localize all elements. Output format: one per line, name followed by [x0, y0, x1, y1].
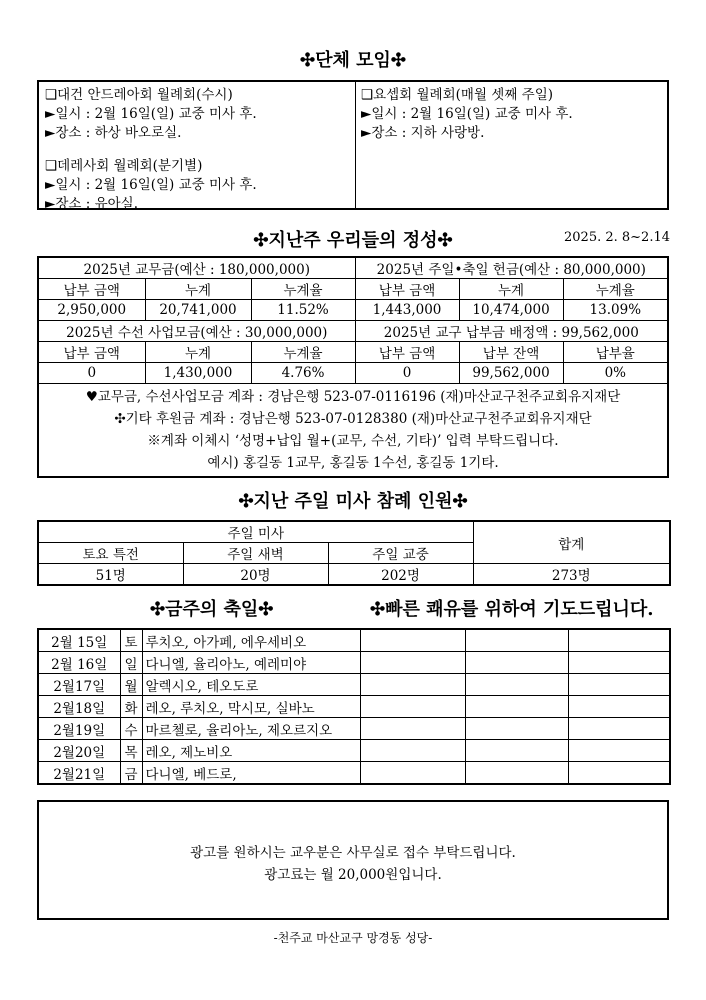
table-cell: 10,474,000 [459, 300, 563, 321]
column-header: 토요 특전 [38, 543, 183, 564]
prayer-cell [465, 674, 568, 696]
attendance-title: ✣지난 주일 미사 참례 인원✣ [238, 491, 468, 512]
table-row [38, 674, 670, 696]
prayer-cell [360, 674, 465, 696]
ad-box [37, 800, 669, 920]
prayer-cell [568, 652, 670, 674]
feast-saints: 레오, 제노비오 [142, 740, 360, 762]
table-cell: 202명 [328, 564, 473, 586]
column-header: 누계율 [563, 279, 667, 300]
table-row [38, 652, 670, 674]
feast-date: 2월21일 [38, 762, 120, 785]
table-row [39, 279, 667, 300]
table-row [39, 321, 667, 342]
prayer-cell [568, 762, 670, 785]
table-cell: 99,562,000 [459, 363, 563, 384]
column-header: 누계율 [251, 279, 355, 300]
prayer-cell [465, 718, 568, 740]
feast-saints: 다니엘, 율리아노, 예레미야 [142, 652, 360, 674]
offerings-notes [39, 384, 667, 474]
prayer-cell [568, 674, 670, 696]
transfer-note: ※계좌 이체시 ‘성명+납입 월+(교무, 수선, 기타)’ 입력 부탁드립니다. [147, 433, 559, 449]
table-row [38, 718, 670, 740]
groups-box [37, 80, 669, 210]
table-cell: 20명 [183, 564, 328, 586]
feast-day: 토 [120, 629, 142, 652]
table-cell: 0% [563, 363, 667, 384]
prayer-cell [568, 718, 670, 740]
table-cell: 20,741,000 [145, 300, 251, 321]
footer: -천주교 마산교구 망경동 성당- [273, 931, 433, 945]
groups-title: ✣단체 모임✣ [300, 50, 406, 71]
column-header: 납부율 [563, 342, 667, 363]
meeting-time: ►일시 : 2월 16일(일) 교중 미사 후. [45, 177, 257, 193]
column-header: 주일 새벽 [183, 543, 328, 564]
account-note: ✣기타 후원금 계좌 : 경남은행 523-07-0128380 (재)마산교구천주교회유지재단 [114, 411, 592, 427]
feasts-table [37, 628, 671, 785]
column-header: 누계율 [251, 342, 355, 363]
table-cell: 11.52% [251, 300, 355, 321]
table-row [38, 629, 670, 652]
prayer-cell [360, 718, 465, 740]
feast-date: 2월 15일 [38, 629, 120, 652]
feast-date: 2월17일 [38, 674, 120, 696]
feasts-body [38, 629, 670, 784]
prayer-cell [360, 652, 465, 674]
account-note: ♥교무금, 수선사업모금 계좌 : 경남은행 523-07-0116196 (재)마산교구천주교회유지재단 [85, 389, 621, 405]
prayer-cell [360, 696, 465, 718]
prayer-title: ✣빠른 쾌유를 위하여 기도드립니다. [370, 599, 654, 620]
table-cell: 2,950,000 [39, 300, 145, 321]
table-cell: 1,430,000 [145, 363, 251, 384]
feast-saints: 마르첼로, 율리아노, 제오르지오 [142, 718, 360, 740]
column-header: 납부 금액 [39, 279, 145, 300]
total-cell: 273명 [473, 564, 670, 586]
groups-divider [355, 82, 356, 208]
feast-saints: 다니엘, 베드로, [142, 762, 360, 785]
feast-date: 2월18일 [38, 696, 120, 718]
group-header: 주일 미사 [38, 521, 473, 543]
feast-date: 2월20일 [38, 740, 120, 762]
column-header: 누계 [145, 342, 251, 363]
table-cell: 4.76% [251, 363, 355, 384]
meeting-time: ►일시 : 2월 16일(일) 교중 미사 후. [361, 106, 573, 122]
offerings-table [39, 258, 667, 384]
column-header: 주일 교중 [328, 543, 473, 564]
table-row [39, 300, 667, 321]
fund-header: 2025년 교구 납부금 배정액 : 99,562,000 [355, 321, 667, 342]
table-row [39, 342, 667, 363]
prayer-cell [360, 629, 465, 652]
feast-day: 목 [120, 740, 142, 762]
ad-line: 광고를 원하시는 교우분은 사무실로 접수 부탁드립니다. [190, 845, 516, 861]
feasts-title: ✣금주의 축일✣ [150, 599, 274, 620]
feast-day: 화 [120, 696, 142, 718]
prayer-cell [568, 629, 670, 652]
feast-day: 일 [120, 652, 142, 674]
table-cell: 1,443,000 [355, 300, 459, 321]
meeting-place: ►장소 : 지하 사랑방. [361, 125, 485, 141]
prayer-cell [465, 696, 568, 718]
attendance-table [37, 520, 671, 586]
table-row [38, 762, 670, 785]
feast-day: 월 [120, 674, 142, 696]
feast-date: 2월 16일 [38, 652, 120, 674]
table-row [38, 740, 670, 762]
fund-header: 2025년 주일•축일 헌금(예산 : 80,000,000) [355, 258, 667, 279]
column-header: 납부 금액 [39, 342, 145, 363]
feast-day: 금 [120, 762, 142, 785]
table-row [38, 696, 670, 718]
prayer-cell [568, 740, 670, 762]
feast-saints: 루치오, 아가페, 에우세비오 [142, 629, 360, 652]
table-cell: 13.09% [563, 300, 667, 321]
meeting-time: ►일시 : 2월 16일(일) 교중 미사 후. [45, 106, 257, 122]
prayer-cell [465, 652, 568, 674]
prayer-cell [465, 762, 568, 785]
groups-right [361, 86, 573, 143]
table-cell: 51명 [38, 564, 183, 586]
table-row [38, 521, 670, 543]
column-header: 누계 [459, 279, 563, 300]
prayer-cell [360, 762, 465, 785]
fund-header: 2025년 교무금(예산 : 180,000,000) [39, 258, 355, 279]
total-header: 합계 [473, 521, 670, 564]
fund-header: 2025년 수선 사업모금(예산 : 30,000,000) [39, 321, 355, 342]
feast-saints: 레오, 루치오, 막시모, 실바노 [142, 696, 360, 718]
table-cell: 0 [39, 363, 145, 384]
ad-line: 광고료는 월 20,000원입니다. [264, 867, 442, 883]
prayer-cell [465, 629, 568, 652]
meeting-title: ❑요셉회 월례회(매월 셋째 주일) [361, 87, 554, 103]
offerings-title: ✣지난주 우리들의 정성✣ [253, 230, 453, 251]
feast-day: 수 [120, 718, 142, 740]
meeting-title: ❑데레사회 월례회(분기별) [45, 158, 203, 174]
prayer-cell [360, 740, 465, 762]
example-note: 예시) 홍길동 1교무, 홍길동 1수선, 홍길동 1기타. [207, 455, 499, 471]
offerings-period: 2025. 2. 8~2.14 [564, 230, 670, 245]
column-header: 납부 금액 [355, 279, 459, 300]
column-header: 누계 [145, 279, 251, 300]
prayer-cell [568, 696, 670, 718]
offerings-box [37, 256, 669, 478]
table-row [39, 363, 667, 384]
table-row [38, 564, 670, 586]
groups-left [45, 86, 257, 214]
feast-date: 2월19일 [38, 718, 120, 740]
column-header: 납부 금액 [355, 342, 459, 363]
column-header: 납부 잔액 [459, 342, 563, 363]
meeting-place: ►장소 : 유아실. [45, 196, 139, 212]
feast-saints: 알렉시오, 테오도로 [142, 674, 360, 696]
meeting-place: ►장소 : 하상 바오로실. [45, 125, 182, 141]
prayer-cell [465, 740, 568, 762]
table-cell: 0 [355, 363, 459, 384]
meeting-title: ❑대건 안드레아회 월례회(수시) [45, 87, 233, 103]
table-row [39, 258, 667, 279]
